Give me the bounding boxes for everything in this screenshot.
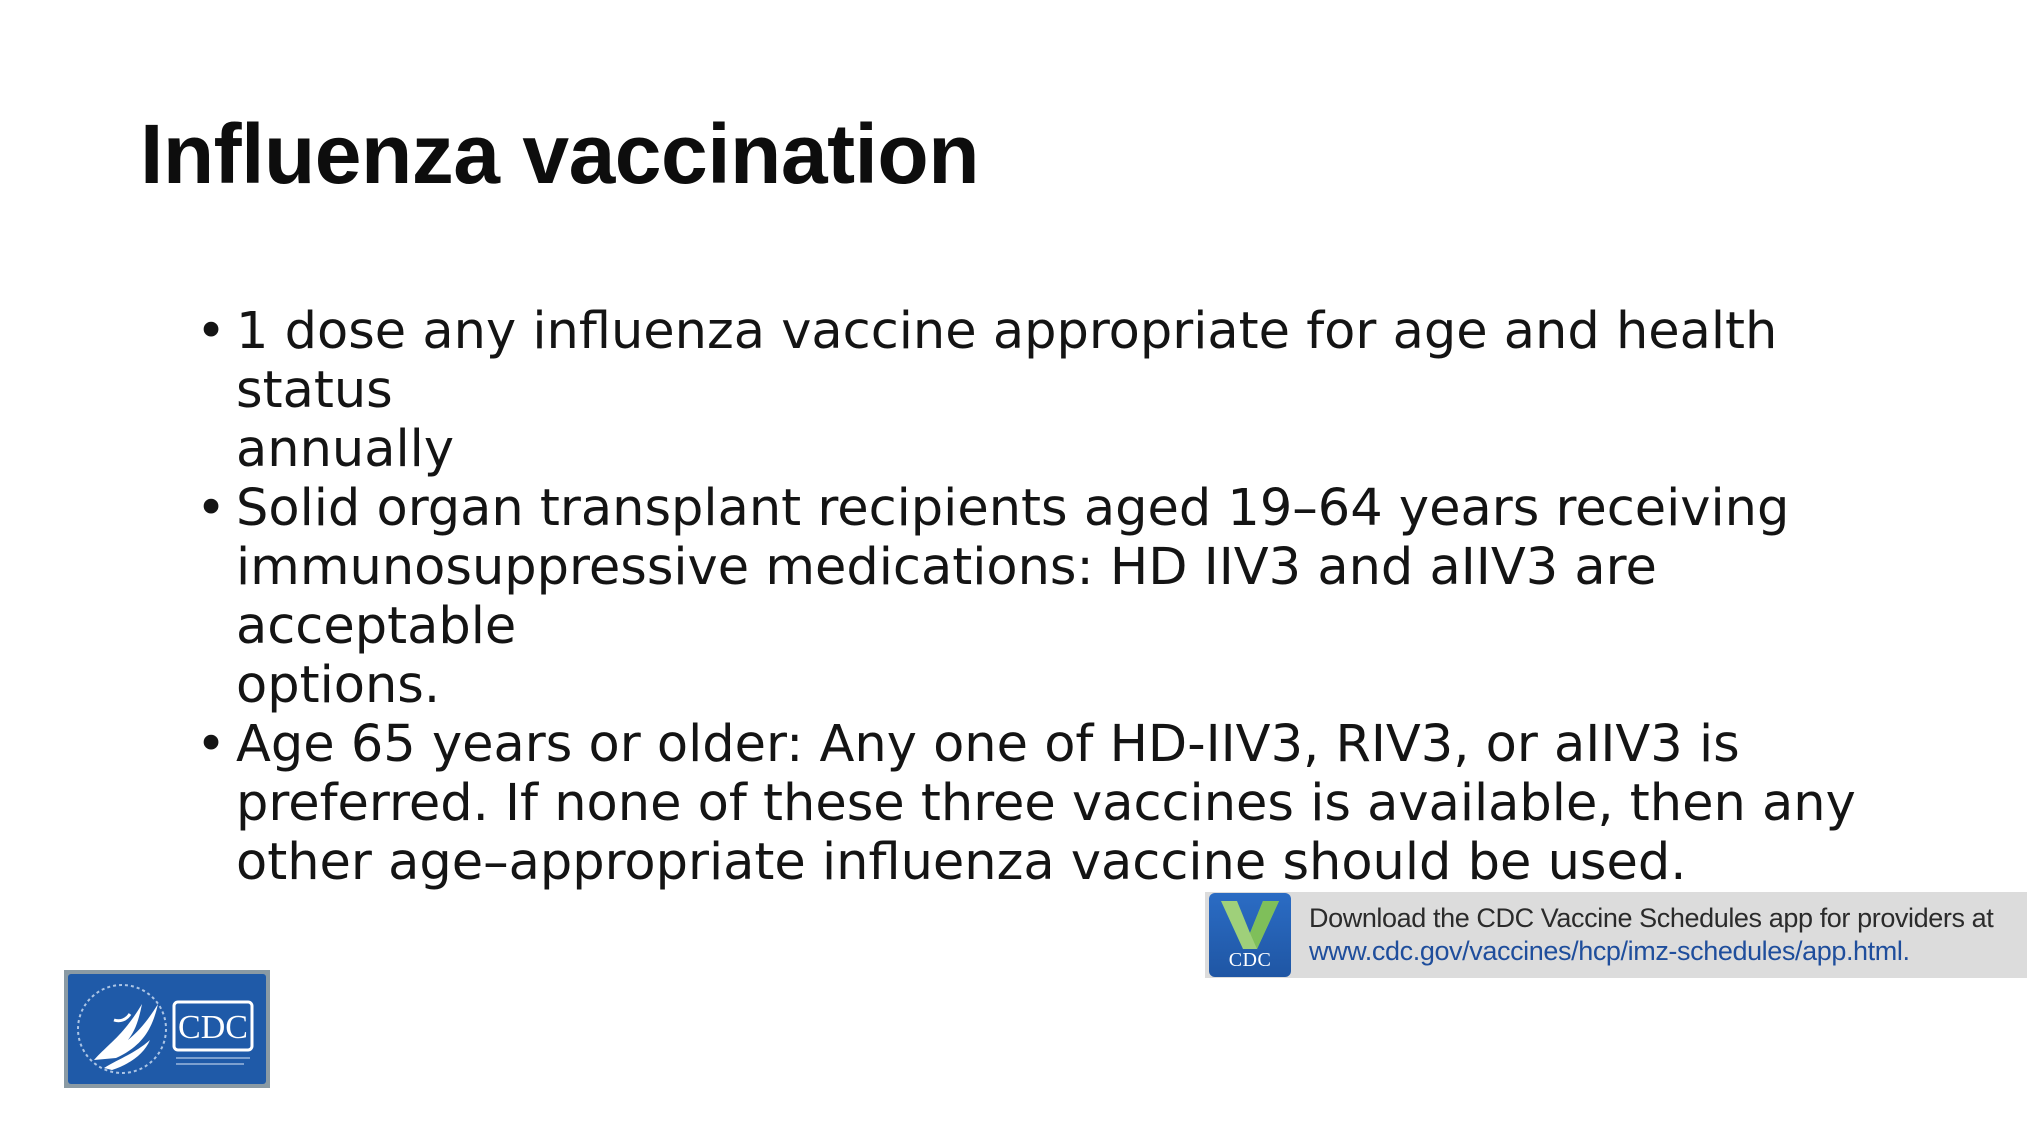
bullet-item xyxy=(196,479,1896,715)
bullet-dot: • xyxy=(196,479,227,538)
hhs-eagle-icon xyxy=(68,974,266,1084)
link-suffix: . xyxy=(1902,936,1910,966)
v-checkmark-icon xyxy=(1219,899,1281,951)
bullet-dot: • xyxy=(196,302,227,361)
cdc-logo xyxy=(64,970,270,1088)
app-banner-line: Download the CDC Vaccine Schedules app for providers at xyxy=(1309,903,1994,933)
app-banner-text xyxy=(1309,902,1993,968)
app-download-banner xyxy=(1205,892,2027,978)
app-banner-link-line xyxy=(1309,935,1993,968)
slide-title: Influenza vaccination xyxy=(140,107,980,201)
bullet-line: annually xyxy=(236,420,454,479)
bullet-item xyxy=(196,715,1896,892)
cdc-app-icon xyxy=(1209,893,1291,977)
bullet-item xyxy=(196,302,1896,479)
bullet-list xyxy=(196,302,1896,892)
bullet-line: Solid organ transplant recipients aged 19–64 years receiving xyxy=(236,479,1790,538)
cdc-logo-panel xyxy=(68,974,266,1084)
bullet-line: options. xyxy=(236,656,441,715)
bullet-line: immunosuppressive medications: HD IIV3 and aIIV3 are acceptable xyxy=(236,538,1657,656)
app-icon-label: CDC xyxy=(1228,949,1272,971)
cdc-logo-text: CDC xyxy=(178,1009,248,1046)
bullet-line: 1 dose any influenza vaccine appropriate for age and health status xyxy=(236,302,1778,420)
app-download-link[interactable]: www.cdc.gov/vaccines/hcp/imz-schedules/app.html xyxy=(1309,936,1903,966)
bullet-line: other age–appropriate influenza vaccine should be used. xyxy=(236,833,1687,892)
bullet-line: Age 65 years or older: Any one of HD-IIV3, RIV3, or aIIV3 is xyxy=(236,715,1740,774)
bullet-line: preferred. If none of these three vaccines is available, then any xyxy=(236,774,1856,833)
bullet-dot: • xyxy=(196,715,227,774)
